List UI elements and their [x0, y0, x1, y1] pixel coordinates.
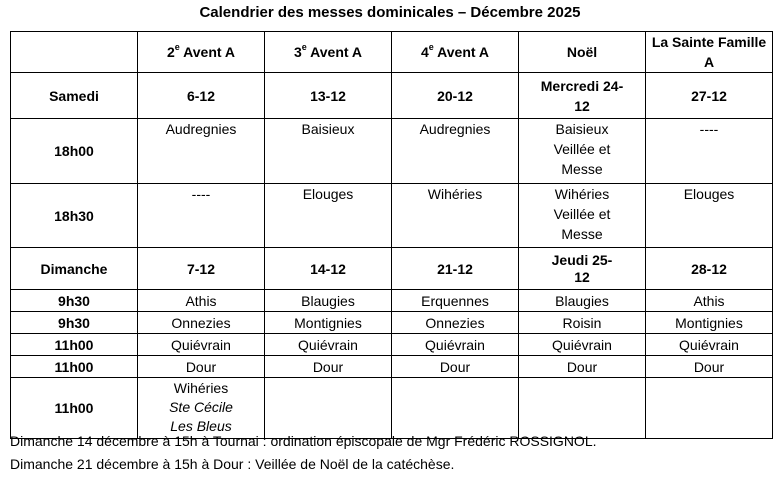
column-header: 4e Avent A [392, 32, 519, 73]
time-label: 9h30 [11, 312, 138, 334]
time-row [11, 334, 773, 356]
mass-cell: Athis [646, 290, 773, 312]
mass-cell: Athis [138, 290, 265, 312]
mass-cell: Wihéries Veillée et Messe [519, 184, 646, 248]
date-cell: Jeudi 25-12 [519, 248, 646, 290]
date-cell: 21-12 [392, 248, 519, 290]
time-row [11, 119, 773, 184]
column-header: 2e Avent A [138, 32, 265, 73]
date-cell: 20-12 [392, 73, 519, 119]
date-cell: 7-12 [138, 248, 265, 290]
mass-cell: Dour [265, 356, 392, 378]
mass-cell: Roisin [519, 312, 646, 334]
time-label: 11h00 [11, 334, 138, 356]
column-header: La Sainte Famille A [646, 32, 773, 73]
mass-cell: Audregnies [392, 119, 519, 184]
day-label: Dimanche [11, 248, 138, 290]
italic-note: Ste Cécile [169, 399, 233, 415]
footer-note: Dimanche 21 décembre à 15h à Dour : Veillée de Noël de la catéchèse. [10, 456, 455, 472]
mass-cell: Montignies [265, 312, 392, 334]
mass-cell: Baisieux Veillée et Messe [519, 119, 646, 184]
date-cell: 13-12 [265, 73, 392, 119]
time-label: 9h30 [11, 290, 138, 312]
time-label: 11h00 [11, 378, 138, 439]
mass-cell: Quiévrain [265, 334, 392, 356]
empty-cell [265, 378, 392, 439]
mass-cell: Quiévrain [138, 334, 265, 356]
mass-calendar-table [10, 31, 773, 439]
samedi-row [11, 73, 773, 119]
mass-cell: ---- [646, 119, 773, 184]
mass-cell: Elouges [646, 184, 773, 248]
date-cell: Mercredi 24-12 [519, 73, 646, 119]
mass-cell: Wihéries [392, 184, 519, 248]
mass-cell: Onnezies [392, 312, 519, 334]
mass-cell: Audregnies [138, 119, 265, 184]
time-label: 18h30 [11, 184, 138, 248]
time-row [11, 290, 773, 312]
time-row [11, 312, 773, 334]
time-row [11, 356, 773, 378]
column-header: 3e Avent A [265, 32, 392, 73]
time-label: 18h00 [11, 119, 138, 184]
mass-cell: Elouges [265, 184, 392, 248]
date-cell: 28-12 [646, 248, 773, 290]
mass-cell: Wihéries Ste Cécile Les Bleus [138, 378, 265, 439]
page-title: Calendrier des messes dominicales – Décembre 2025 [199, 4, 581, 21]
column-header: Noël [519, 32, 646, 73]
header-row [11, 32, 773, 73]
day-label: Samedi [11, 73, 138, 119]
date-cell: 27-12 [646, 73, 773, 119]
mass-cell: Baisieux [265, 119, 392, 184]
date-cell: 6-12 [138, 73, 265, 119]
date-cell: 14-12 [265, 248, 392, 290]
empty-cell [646, 378, 773, 439]
dimanche-row [11, 248, 773, 290]
mass-cell: Dour [519, 356, 646, 378]
mass-cell: Dour [138, 356, 265, 378]
mass-cell: Quiévrain [392, 334, 519, 356]
mass-cell: Dour [392, 356, 519, 378]
mass-cell: Erquennes [392, 290, 519, 312]
corner-cell [11, 32, 138, 73]
mass-cell: Dour [646, 356, 773, 378]
mass-cell: Quiévrain [519, 334, 646, 356]
empty-cell [519, 378, 646, 439]
time-label: 11h00 [11, 356, 138, 378]
mass-cell: Onnezies [138, 312, 265, 334]
mass-cell: Quiévrain [646, 334, 773, 356]
time-row [11, 378, 773, 439]
mass-cell: Blaugies [265, 290, 392, 312]
italic-note: Les Bleus [170, 418, 232, 434]
time-row [11, 184, 773, 248]
mass-cell: Montignies [646, 312, 773, 334]
footer-note: Dimanche 14 décembre à 15h à Tournai : ordination épiscopale de Mgr Frédéric ROSSIGNOL. [10, 433, 597, 449]
mass-cell: Blaugies [519, 290, 646, 312]
mass-cell: ---- [138, 184, 265, 248]
empty-cell [392, 378, 519, 439]
